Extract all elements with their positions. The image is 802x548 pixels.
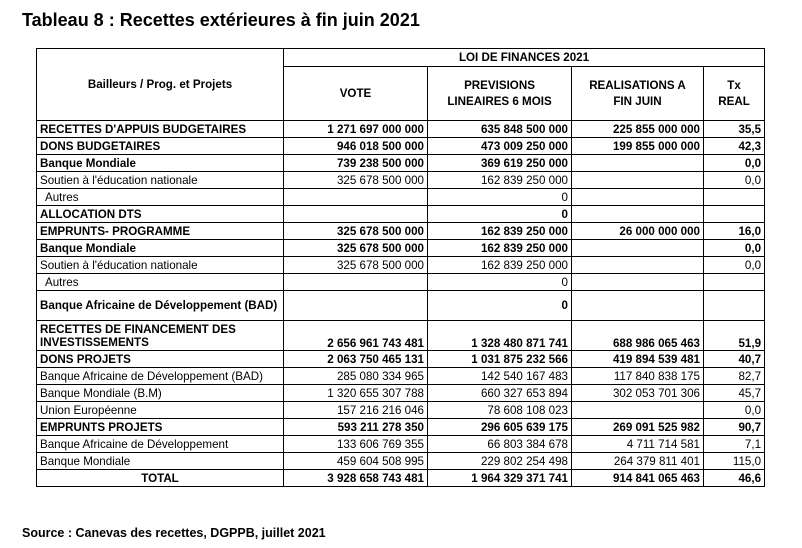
table-row — [37, 291, 765, 321]
row-label: EMPRUNTS PROJETS — [37, 419, 284, 436]
row-vote: 459 604 508 995 — [284, 453, 428, 470]
table-row — [37, 351, 765, 368]
table-row — [37, 121, 765, 138]
row-realisations: 4 711 714 581 — [572, 436, 704, 453]
row-vote — [284, 189, 428, 206]
row-realisations: 117 840 838 175 — [572, 368, 704, 385]
row-realisations: 199 855 000 000 — [572, 138, 704, 155]
row-realisations: 264 379 811 401 — [572, 453, 704, 470]
total-label: TOTAL — [37, 470, 284, 487]
row-tx: 7,1 — [704, 436, 765, 453]
header-realisations: REALISATIONS A FIN JUIN — [572, 67, 704, 121]
row-realisations — [572, 172, 704, 189]
row-previsions: 296 605 639 175 — [428, 419, 572, 436]
row-previsions: 1 328 480 871 741 — [428, 321, 572, 351]
table-row — [37, 385, 765, 402]
row-label: Banque Africaine de Développement (BAD) — [37, 291, 284, 321]
row-previsions: 1 031 875 232 566 — [428, 351, 572, 368]
row-realisations — [572, 206, 704, 223]
row-realisations — [572, 189, 704, 206]
table-body — [37, 121, 765, 470]
row-previsions: 78 608 108 023 — [428, 402, 572, 419]
row-vote: 2 063 750 465 131 — [284, 351, 428, 368]
header-vote: VOTE — [284, 67, 428, 121]
row-realisations: 419 894 539 481 — [572, 351, 704, 368]
header-bailleurs: Bailleurs / Prog. et Projets — [37, 49, 284, 121]
row-label: ALLOCATION DTS — [37, 206, 284, 223]
row-realisations: 688 986 065 463 — [572, 321, 704, 351]
row-previsions: 0 — [428, 189, 572, 206]
table-row — [37, 172, 765, 189]
row-vote — [284, 206, 428, 223]
table-row — [37, 155, 765, 172]
row-label: Banque Mondiale — [37, 453, 284, 470]
row-previsions: 162 839 250 000 — [428, 223, 572, 240]
row-previsions: 142 540 167 483 — [428, 368, 572, 385]
source-note: Source : Canevas des recettes, DGPPB, juillet 2021 — [22, 526, 326, 540]
row-vote: 946 018 500 000 — [284, 138, 428, 155]
table-row — [37, 189, 765, 206]
total-row — [37, 470, 765, 487]
row-tx: 51,9 — [704, 321, 765, 351]
row-vote: 2 656 961 743 481 — [284, 321, 428, 351]
row-realisations — [572, 257, 704, 274]
page-title: Tableau 8 : Recettes extérieures à fin juin 2021 — [22, 10, 420, 30]
row-tx: 45,7 — [704, 385, 765, 402]
row-previsions: 162 839 250 000 — [428, 172, 572, 189]
table-row — [37, 419, 765, 436]
row-tx — [704, 206, 765, 223]
row-realisations: 26 000 000 000 — [572, 223, 704, 240]
row-vote: 593 211 278 350 — [284, 419, 428, 436]
row-label: DONS BUDGETAIRES — [37, 138, 284, 155]
table-row — [37, 257, 765, 274]
row-tx: 0,0 — [704, 257, 765, 274]
row-tx: 82,7 — [704, 368, 765, 385]
row-vote: 325 678 500 000 — [284, 240, 428, 257]
row-realisations: 302 053 701 306 — [572, 385, 704, 402]
row-vote — [284, 274, 428, 291]
row-label: Banque Mondiale — [37, 240, 284, 257]
row-label: Union Européenne — [37, 402, 284, 419]
table-row — [37, 274, 765, 291]
row-previsions: 0 — [428, 206, 572, 223]
total-tx: 46,6 — [704, 470, 765, 487]
total-previsions: 1 964 329 371 741 — [428, 470, 572, 487]
row-realisations — [572, 274, 704, 291]
row-tx — [704, 189, 765, 206]
row-previsions: 162 839 250 000 — [428, 240, 572, 257]
row-label: Soutien à l'éducation nationale — [37, 257, 284, 274]
row-previsions: 162 839 250 000 — [428, 257, 572, 274]
total-realisations: 914 841 065 463 — [572, 470, 704, 487]
table-row — [37, 138, 765, 155]
row-label: Autres — [37, 274, 284, 291]
row-tx: 0,0 — [704, 155, 765, 172]
header-tx-real: Tx REAL — [704, 67, 765, 121]
row-tx: 42,3 — [704, 138, 765, 155]
row-realisations: 269 091 525 982 — [572, 419, 704, 436]
row-tx — [704, 274, 765, 291]
table-row — [37, 436, 765, 453]
row-tx — [704, 291, 765, 321]
table-row — [37, 206, 765, 223]
row-previsions: 229 802 254 498 — [428, 453, 572, 470]
row-label: DONS PROJETS — [37, 351, 284, 368]
row-realisations — [572, 402, 704, 419]
row-label: RECETTES D'APPUIS BUDGETAIRES — [37, 121, 284, 138]
table-row — [37, 368, 765, 385]
total-vote: 3 928 658 743 481 — [284, 470, 428, 487]
table-row — [37, 240, 765, 257]
row-label: EMPRUNTS- PROGRAMME — [37, 223, 284, 240]
row-vote: 133 606 769 355 — [284, 436, 428, 453]
header-previsions: PREVISIONS LINEAIRES 6 MOIS — [428, 67, 572, 121]
row-previsions: 0 — [428, 274, 572, 291]
row-label: Banque Africaine de Développement (BAD) — [37, 368, 284, 385]
row-label: Banque Mondiale (B.M) — [37, 385, 284, 402]
row-tx: 40,7 — [704, 351, 765, 368]
row-realisations — [572, 240, 704, 257]
row-realisations: 225 855 000 000 — [572, 121, 704, 138]
recettes-table — [36, 48, 765, 487]
row-vote: 325 678 500 000 — [284, 172, 428, 189]
row-previsions: 369 619 250 000 — [428, 155, 572, 172]
row-realisations — [572, 155, 704, 172]
row-vote: 325 678 500 000 — [284, 223, 428, 240]
row-label: Banque Africaine de Développement — [37, 436, 284, 453]
row-previsions: 66 803 384 678 — [428, 436, 572, 453]
row-vote: 739 238 500 000 — [284, 155, 428, 172]
table-row — [37, 321, 765, 351]
row-tx: 0,0 — [704, 172, 765, 189]
row-realisations — [572, 291, 704, 321]
table-row — [37, 402, 765, 419]
row-vote: 157 216 216 046 — [284, 402, 428, 419]
row-previsions: 660 327 653 894 — [428, 385, 572, 402]
row-vote: 1 320 655 307 788 — [284, 385, 428, 402]
row-vote: 285 080 334 965 — [284, 368, 428, 385]
row-vote: 1 271 697 000 000 — [284, 121, 428, 138]
row-tx: 115,0 — [704, 453, 765, 470]
row-vote: 325 678 500 000 — [284, 257, 428, 274]
row-tx: 0,0 — [704, 240, 765, 257]
row-label: Soutien à l'éducation nationale — [37, 172, 284, 189]
row-label: RECETTES DE FINANCEMENT DES INVESTISSEMENTS — [37, 321, 284, 351]
row-previsions: 635 848 500 000 — [428, 121, 572, 138]
row-tx: 90,7 — [704, 419, 765, 436]
row-previsions: 0 — [428, 291, 572, 321]
table-row — [37, 223, 765, 240]
header-loi-de-finances: LOI DE FINANCES 2021 — [284, 49, 765, 67]
row-tx: 16,0 — [704, 223, 765, 240]
row-label: Banque Mondiale — [37, 155, 284, 172]
table-row — [37, 453, 765, 470]
row-previsions: 473 009 250 000 — [428, 138, 572, 155]
row-label: Autres — [37, 189, 284, 206]
row-vote — [284, 291, 428, 321]
row-tx: 0,0 — [704, 402, 765, 419]
row-tx: 35,5 — [704, 121, 765, 138]
